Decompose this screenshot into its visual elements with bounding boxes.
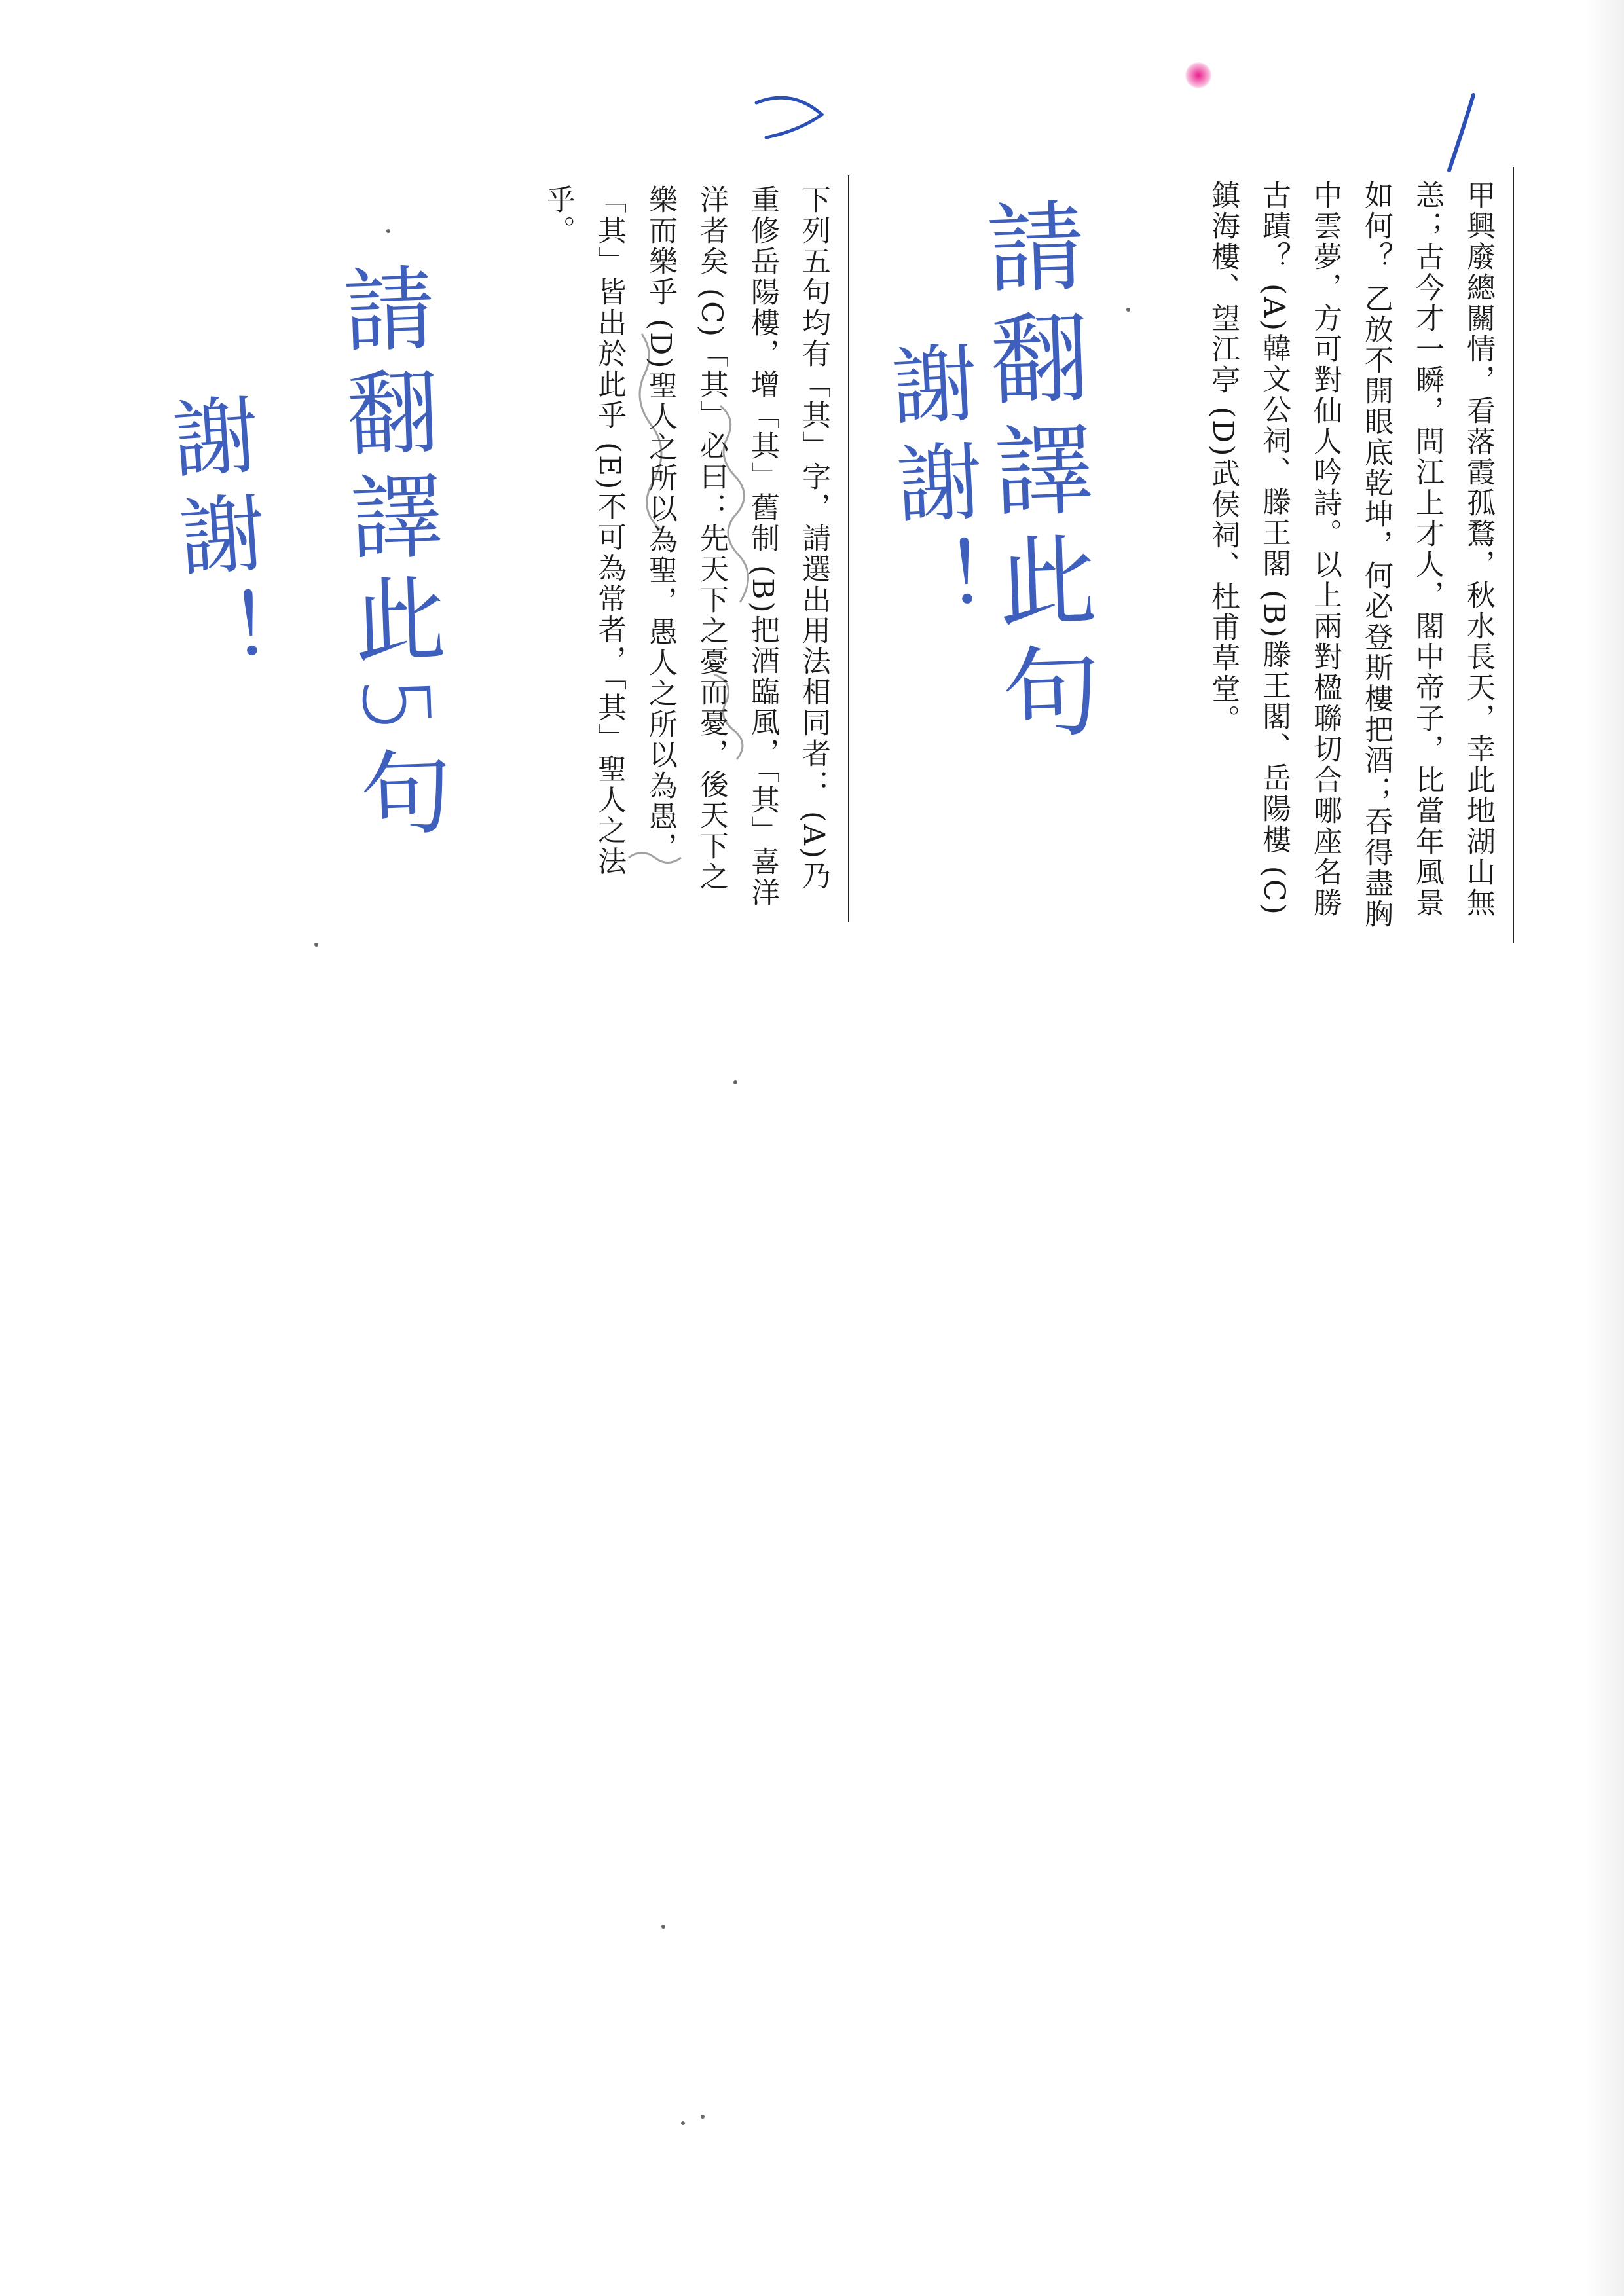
- handwritten-number-2: [747, 88, 838, 150]
- question-two-text: 下列五句均有「其」字，請選出用法相同者： (A)乃重修岳陽樓，增「其」舊制 (B)把酒臨風，「其」喜洋洋者矣 (C)「其」必曰：先天下之憂而憂，後天下之樂而樂乎 (D)聖人之所以為聖，愚人之所以為愚，「其」皆出於此乎 (E)不可為常者，「其」聖人之法乎。: [542, 185, 830, 908]
- thanks-two-text: 謝謝！: [156, 390, 276, 691]
- scan-dot: [681, 2121, 685, 2125]
- scan-dot: [386, 229, 390, 233]
- scan-dot: [314, 943, 318, 947]
- handwritten-note-translate-five-sentences: [327, 262, 485, 995]
- note-two-text: 請翻譯此5句: [326, 260, 454, 851]
- scan-dot: [701, 2115, 705, 2119]
- pink-ink-spot: [1185, 62, 1211, 88]
- handwritten-thanks-two: [156, 390, 282, 733]
- question-one-clipping: [1143, 167, 1514, 943]
- scan-dot: [661, 1925, 665, 1929]
- thanks-one-text: 謝謝！: [876, 338, 991, 638]
- scan-edge-shadow: [1585, 0, 1624, 2296]
- scan-dot: [1126, 308, 1130, 312]
- handwritten-thanks-one: [876, 338, 999, 707]
- question-one-text: 甲興廢總關情，看落霞孤鶩，秋水長天，幸此地湖山無恙；古今才一瞬，問江上才人，閣中帝子，比當年風景如何？ 乙放不開眼底乾坤，何必登斯樓把酒；吞得盡胸中雲夢，方可對仙人吟詩。以上兩對楹聯切合哪座名勝古蹟？ (A)韓文公祠、滕王閣 (B)滕王閣、岳陽樓 (C)鎮海樓、望江亭 (D)武侯祠、杜甫草堂。: [1206, 180, 1495, 930]
- pencil-scribble-marks: [616, 308, 812, 897]
- handwritten-number-1: [1437, 88, 1490, 183]
- note-one-text: 請翻譯此句: [968, 194, 1101, 755]
- scan-dot: [733, 1080, 737, 1084]
